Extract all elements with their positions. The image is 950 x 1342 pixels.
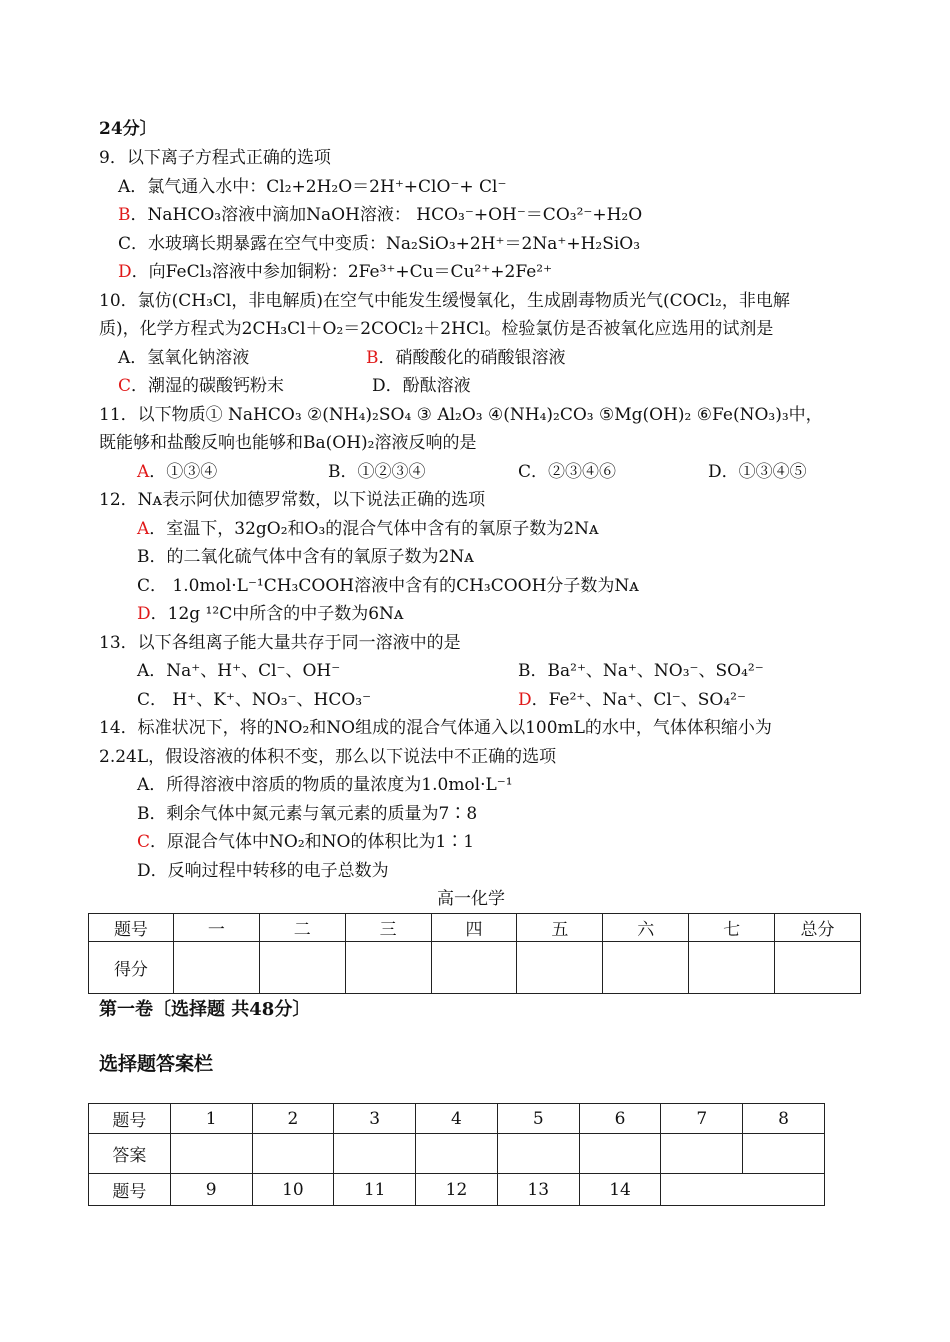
answer-number-cell: 4 xyxy=(416,1104,498,1134)
q13-option-a xyxy=(137,660,340,682)
answer-empty-cell xyxy=(661,1174,825,1206)
q10-b-letter: B xyxy=(366,348,379,368)
score-cell[interactable] xyxy=(173,942,259,994)
q14-c-text: ．原混合气体中NO₂和NO的体积比为1∶1 xyxy=(150,832,475,852)
q14-option-c xyxy=(137,831,474,853)
q11-option-c xyxy=(518,461,616,483)
q9-option-c xyxy=(118,233,640,255)
q9-c-letter: C xyxy=(118,234,132,254)
answer-number-cell: 9 xyxy=(170,1174,252,1206)
q12-b-letter: B xyxy=(137,547,150,567)
answer-number-cell: 7 xyxy=(661,1104,743,1134)
q9-option-b xyxy=(118,204,642,226)
answer-number-cell: 8 xyxy=(743,1104,825,1134)
answer-cell[interactable] xyxy=(497,1134,579,1174)
score-header-cell: 三 xyxy=(345,914,431,942)
answer-number-cell: 14 xyxy=(579,1174,661,1206)
q14-a-text: ．所得溶液中溶质的物质的量浓度为1.0mol·L⁻¹ xyxy=(149,775,513,795)
q10-option-d xyxy=(372,375,471,397)
score-header-cell: 五 xyxy=(517,914,603,942)
q10-c-text: ．潮湿的碳酸钙粉末 xyxy=(131,376,285,396)
q14-option-a xyxy=(137,774,513,796)
q10-a-letter: A xyxy=(118,348,131,368)
q11-d-text: ．①③④⑤ xyxy=(721,462,807,482)
score-cell[interactable] xyxy=(259,942,345,994)
score-header-cell: 总分 xyxy=(775,914,861,942)
q11-c-text: ．②③④⑥ xyxy=(531,462,617,482)
q11-line2: 既能够和盐酸反响也能够和Ba(OH)₂溶液反响的是 xyxy=(99,433,477,453)
answer-row3-label: 题号 xyxy=(89,1174,171,1206)
q10-b-text: ．硝酸酸化的硝酸银溶液 xyxy=(378,348,566,368)
score-table xyxy=(88,913,861,994)
answer-cell[interactable] xyxy=(252,1134,334,1174)
q12-c-text: ． 1.0mol·L⁻¹CH₃COOH溶液中含有的CH₃COOH分子数为Nᴀ xyxy=(150,576,639,596)
q10-line2: 质)，化学方程式为2CH₃Cl＋O₂＝2COCl₂＋2HCl。检验氯仿是否被氧化应选用的试剂是 xyxy=(99,319,774,339)
answer-cell[interactable] xyxy=(661,1134,743,1174)
q10-d-letter: D xyxy=(372,376,386,396)
q12-option-c xyxy=(137,575,639,597)
q14-line1: 14．标准状况下，将的NO₂和NO组成的混合气体通入以100mL的水中，气体体积缩小为 xyxy=(99,718,772,738)
answer-number-cell: 13 xyxy=(497,1174,579,1206)
score-header-cell: 二 xyxy=(259,914,345,942)
answer-title: 选择题答案栏 xyxy=(99,1053,214,1075)
score-header-cell: 四 xyxy=(431,914,517,942)
q13-option-d xyxy=(518,689,746,711)
q13-stem: 13．以下各组离子能大量共存于同一溶液中的是 xyxy=(99,633,461,653)
q13-b-text: ．Ba²⁺、Na⁺、NO₃⁻、SO₄²⁻ xyxy=(530,661,764,681)
q13-a-text: ．Na⁺、H⁺、Cl⁻、OH⁻ xyxy=(149,661,341,681)
q11-c-letter: C xyxy=(518,462,532,482)
answer-cell[interactable] xyxy=(170,1134,252,1174)
q11-option-b xyxy=(328,461,426,483)
q11-a-letter: A xyxy=(137,462,150,482)
answer-cell[interactable] xyxy=(743,1134,825,1174)
q12-d-letter: D xyxy=(137,604,151,624)
q9-option-d xyxy=(118,261,552,283)
answer-cell[interactable] xyxy=(416,1134,498,1174)
score-cell[interactable] xyxy=(603,942,689,994)
score-cell[interactable] xyxy=(775,942,861,994)
q14-c-letter: C xyxy=(137,832,151,852)
q11-a-text: ．①③④ xyxy=(149,462,218,482)
q12-stem: 12．Nᴀ表示阿伏加德罗常数，以下说法正确的选项 xyxy=(99,490,486,510)
q10-line1: 10．氯仿(CH₃Cl，非电解质)在空气中能发生缓慢氧化，生成剧毒物质光气(COCl₂，非电解 xyxy=(99,291,790,311)
answer-number-cell: 12 xyxy=(416,1174,498,1206)
answer-number-cell: 5 xyxy=(497,1104,579,1134)
q14-option-b xyxy=(137,803,477,825)
q10-d-text: ．酚酞溶液 xyxy=(385,376,471,396)
score-cell[interactable] xyxy=(431,942,517,994)
q9-option-a xyxy=(118,176,506,198)
q12-option-a xyxy=(137,518,599,540)
q9-d-letter: D xyxy=(118,262,132,282)
q11-b-letter: B xyxy=(328,462,341,482)
q9-stem: 9．以下离子方程式正确的选项 xyxy=(99,148,331,168)
q9-a-letter: A xyxy=(118,177,131,197)
answer-cell[interactable] xyxy=(334,1134,416,1174)
q9-b-letter: B xyxy=(118,205,131,225)
score-header-cell: 题号 xyxy=(89,914,174,942)
q12-a-text: ．室温下，32gO₂和O₃的混合气体中含有的氧原子数为2Nᴀ xyxy=(149,519,599,539)
score-cell[interactable] xyxy=(345,942,431,994)
answer-row2-label: 答案 xyxy=(89,1134,171,1174)
score-header-cell: 六 xyxy=(603,914,689,942)
q12-c-letter: C xyxy=(137,576,151,596)
q12-option-d xyxy=(137,603,404,625)
answer-number-cell: 2 xyxy=(252,1104,334,1134)
q14-line2: 2.24L，假设溶液的体积不变，那么以下说法中不正确的选项 xyxy=(99,747,557,767)
q12-a-letter: A xyxy=(137,519,150,539)
score-row-label: 得分 xyxy=(89,942,174,994)
score-table-caption: 高一化学 xyxy=(437,889,505,909)
answer-number-cell: 1 xyxy=(170,1104,252,1134)
q13-d-text: ．Fe²⁺、Na⁺、Cl⁻、SO₄²⁻ xyxy=(531,690,746,710)
answer-number-cell: 6 xyxy=(579,1104,661,1134)
q11-option-d xyxy=(708,461,807,483)
q11-d-letter: D xyxy=(708,462,722,482)
answer-cell[interactable] xyxy=(579,1134,661,1174)
q13-d-letter: D xyxy=(518,690,532,710)
q10-option-a xyxy=(118,347,249,369)
q11-b-text: ．①②③④ xyxy=(340,462,426,482)
answer-row1-label: 题号 xyxy=(89,1104,171,1134)
q11-line1: 11．以下物质① NaHCO₃ ②(NH₄)₂SO₄ ③ Al₂O₃ ④(NH₄)₂CO₃ ⑤Mg(OH)₂ ⑥Fe(NO₃)₃中， xyxy=(99,405,823,425)
q9-b-text: ．NaHCO₃溶液中滴加NaOH溶液： HCO₃⁻+OH⁻＝CO₃²⁻+H₂O xyxy=(130,205,643,225)
q14-d-letter: D xyxy=(137,861,151,881)
q14-a-letter: A xyxy=(137,775,150,795)
section1-title: 第一卷〔选择题 共48分〕 xyxy=(99,999,311,1020)
q12-d-text: ．12g ¹²C中所含的中子数为6Nᴀ xyxy=(150,604,404,624)
q9-d-text: ．向FeCl₃溶液中参加铜粉：2Fe³⁺+Cu＝Cu²⁺+2Fe²⁺ xyxy=(131,262,553,282)
q10-a-text: ．氢氧化钠溶液 xyxy=(130,348,250,368)
q13-c-text: ． H⁺、K⁺、NO₃⁻、HCO₃⁻ xyxy=(150,690,372,710)
q13-a-letter: A xyxy=(137,661,150,681)
score-cell[interactable] xyxy=(689,942,775,994)
score-header-cell: 一 xyxy=(173,914,259,942)
q14-b-text: ．剩余气体中氮元素与氧元素的质量为7∶8 xyxy=(149,804,478,824)
answer-number-cell: 11 xyxy=(334,1174,416,1206)
q12-b-text: ．的二氧化硫气体中含有的氧原子数为2Nᴀ xyxy=(149,547,474,567)
q13-option-b xyxy=(518,660,764,682)
q10-option-b xyxy=(366,347,566,369)
q10-c-letter: C xyxy=(118,376,132,396)
q13-b-letter: B xyxy=(518,661,531,681)
answer-number-cell: 10 xyxy=(252,1174,334,1206)
q14-d-text: ．反响过程中转移的电子总数为 xyxy=(150,861,389,881)
q9-c-text: ．水玻璃长期暴露在空气中变质：Na₂SiO₃+2H⁺＝2Na⁺+H₂SiO₃ xyxy=(131,234,641,254)
q10-option-c xyxy=(118,375,284,397)
q13-option-c xyxy=(137,689,371,711)
q11-option-a xyxy=(137,461,217,483)
q14-option-d xyxy=(137,860,389,882)
q9-a-text: ．氯气通入水中：Cl₂+2H₂O＝2H⁺+ClO⁻+ Cl⁻ xyxy=(130,177,507,197)
q14-b-letter: B xyxy=(137,804,150,824)
score-header-cell: 七 xyxy=(689,914,775,942)
answer-table xyxy=(88,1103,825,1206)
score-cell[interactable] xyxy=(517,942,603,994)
header-fragment: 24分〕 xyxy=(99,119,157,139)
q13-c-letter: C xyxy=(137,690,151,710)
q12-option-b xyxy=(137,546,474,568)
answer-number-cell: 3 xyxy=(334,1104,416,1134)
